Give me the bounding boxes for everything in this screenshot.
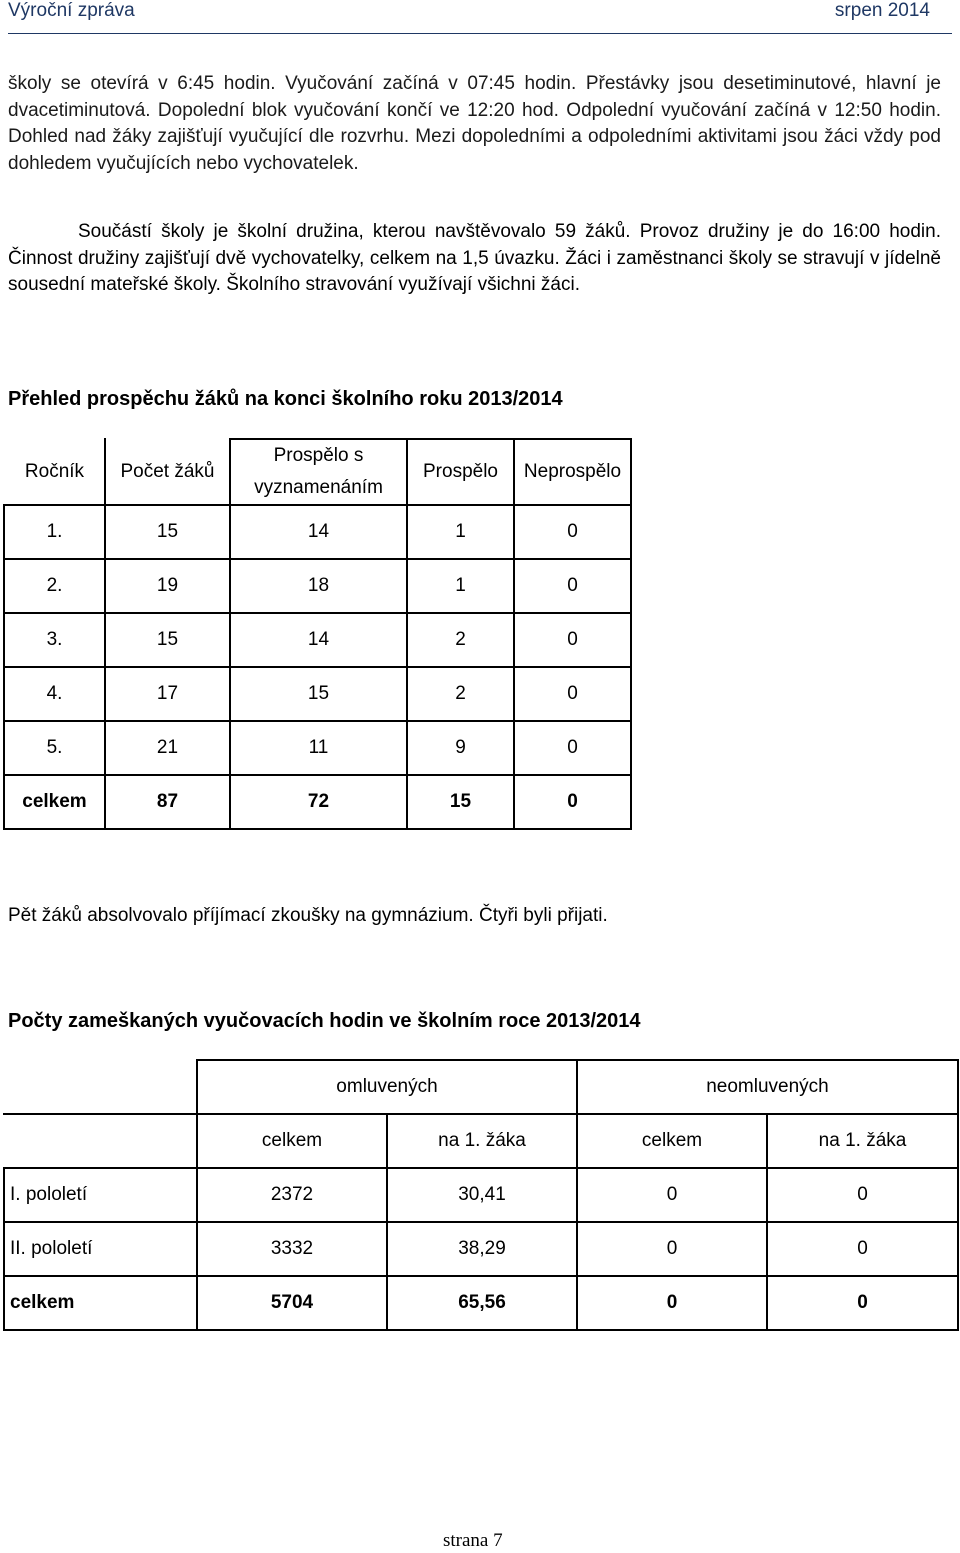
table-row <box>4 721 631 775</box>
table-cell: 2 <box>407 613 514 667</box>
table-cell: 3332 <box>197 1222 387 1276</box>
table-cell: 9 <box>407 721 514 775</box>
table-row <box>4 559 631 613</box>
table-cell: 0 <box>577 1222 767 1276</box>
table-cell: 0 <box>767 1222 958 1276</box>
table-cell: 0 <box>514 721 631 775</box>
total-row <box>4 1276 958 1330</box>
row-label: II. pololetí <box>4 1222 197 1276</box>
paragraph-schedule: školy se otevírá v 6:45 hodin. Vyučování začíná v 07:45 hodin. Přestávky jsou desetiminutové, hlavní je dvacetiminutová. Dopolední blok vyučování končí ve 12:20 hod. Odpolední vyučování začíná v 12:50 hodin. Dohled nad žáky zajišťují vyučující dle rozvrhu. Mezi dopoledními a odpoledními aktivitami jsou žáci vždy pod dohledem vyučujících nebo vychovatelek. <box>8 73 941 175</box>
table-cell: 14 <box>230 613 407 667</box>
group-header-unexcused: neomluvených <box>577 1060 958 1114</box>
table-row <box>4 613 631 667</box>
table-cell: 11 <box>230 721 407 775</box>
table-cell: 2372 <box>197 1168 387 1222</box>
sub-header-cell: na 1. žáka <box>387 1114 577 1168</box>
empty-corner-cell <box>4 1060 197 1114</box>
group-header-excused: omluvených <box>197 1060 577 1114</box>
header-cell: Počet žáků <box>105 439 230 505</box>
results-table <box>3 438 632 830</box>
table-cell: 5. <box>4 721 105 775</box>
total-row <box>4 775 631 829</box>
table-cell: 0 <box>514 505 631 559</box>
results-table-title: Přehled prospěchu žáků na konci školního roku 2013/2014 <box>8 388 563 410</box>
table-row <box>4 1168 958 1222</box>
table-cell: 18 <box>230 559 407 613</box>
table-cell: 1 <box>407 505 514 559</box>
header-cell: Ročník <box>4 439 105 505</box>
header-cell: Neprospělo <box>514 439 631 505</box>
table-cell: 21 <box>105 721 230 775</box>
table-cell: 1 <box>407 559 514 613</box>
table-cell: 14 <box>230 505 407 559</box>
table-cell: 1. <box>4 505 105 559</box>
header-cell: Prospělo s vyznamenáním <box>230 439 407 505</box>
table-cell: 0 <box>514 775 631 829</box>
table-cell: 15 <box>105 505 230 559</box>
table-cell: 0 <box>577 1168 767 1222</box>
table-cell: 87 <box>105 775 230 829</box>
table-cell: 15 <box>230 667 407 721</box>
table-cell: 0 <box>577 1276 767 1330</box>
table-cell: 30,41 <box>387 1168 577 1222</box>
table-cell: 72 <box>230 775 407 829</box>
document-date: srpen 2014 <box>834 0 930 21</box>
table-cell: celkem <box>4 775 105 829</box>
header-rule <box>8 33 952 34</box>
row-label: I. pololetí <box>4 1168 197 1222</box>
table-cell: 15 <box>105 613 230 667</box>
results-header-row <box>4 439 631 505</box>
sub-header-cell: celkem <box>577 1114 767 1168</box>
table-cell: 19 <box>105 559 230 613</box>
table-row <box>4 667 631 721</box>
absence-table <box>3 1059 959 1331</box>
header-cell: Prospělo <box>407 439 514 505</box>
table-cell: 0 <box>514 613 631 667</box>
absence-group-header-row <box>4 1060 958 1114</box>
table-row <box>4 505 631 559</box>
table-cell: 0 <box>767 1168 958 1222</box>
absence-table-title: Počty zameškaných vyučovacích hodin ve školním roce 2013/2014 <box>8 1010 641 1032</box>
table-cell: 38,29 <box>387 1222 577 1276</box>
table-cell: 17 <box>105 667 230 721</box>
table-cell: 4. <box>4 667 105 721</box>
table-cell: 5704 <box>197 1276 387 1330</box>
paragraph-gymnasium-exams: Pět žáků absolvovalo příjímací zkoušky na gymnázium. Čtyři byli přijati. <box>8 905 608 926</box>
table-cell: 3. <box>4 613 105 667</box>
table-cell: 2. <box>4 559 105 613</box>
table-cell: 0 <box>514 559 631 613</box>
table-cell: 2 <box>407 667 514 721</box>
table-cell: 65,56 <box>387 1276 577 1330</box>
table-cell: 15 <box>407 775 514 829</box>
page-number: strana 7 <box>443 1530 503 1551</box>
table-cell: 0 <box>514 667 631 721</box>
document-title: Výroční zpráva <box>8 0 135 21</box>
row-label: celkem <box>4 1276 197 1330</box>
sub-header-cell: na 1. žáka <box>767 1114 958 1168</box>
paragraph-after-school-club: Součástí školy je školní družina, kterou navštěvovalo 59 žáků. Provoz družiny je do 16:00 hodin. Činnost družiny zajišťují dvě vychovatelky, celkem na 1,5 úvazku. Žáci i zaměstnanci školy se stravují v jídelně sousední mateřské školy. Školního stravování využívají všichni žáci. <box>8 221 941 296</box>
table-row <box>4 1222 958 1276</box>
table-cell: 0 <box>767 1276 958 1330</box>
sub-header-cell: celkem <box>197 1114 387 1168</box>
absence-sub-header-row <box>4 1114 958 1168</box>
empty-corner-cell <box>4 1114 197 1168</box>
